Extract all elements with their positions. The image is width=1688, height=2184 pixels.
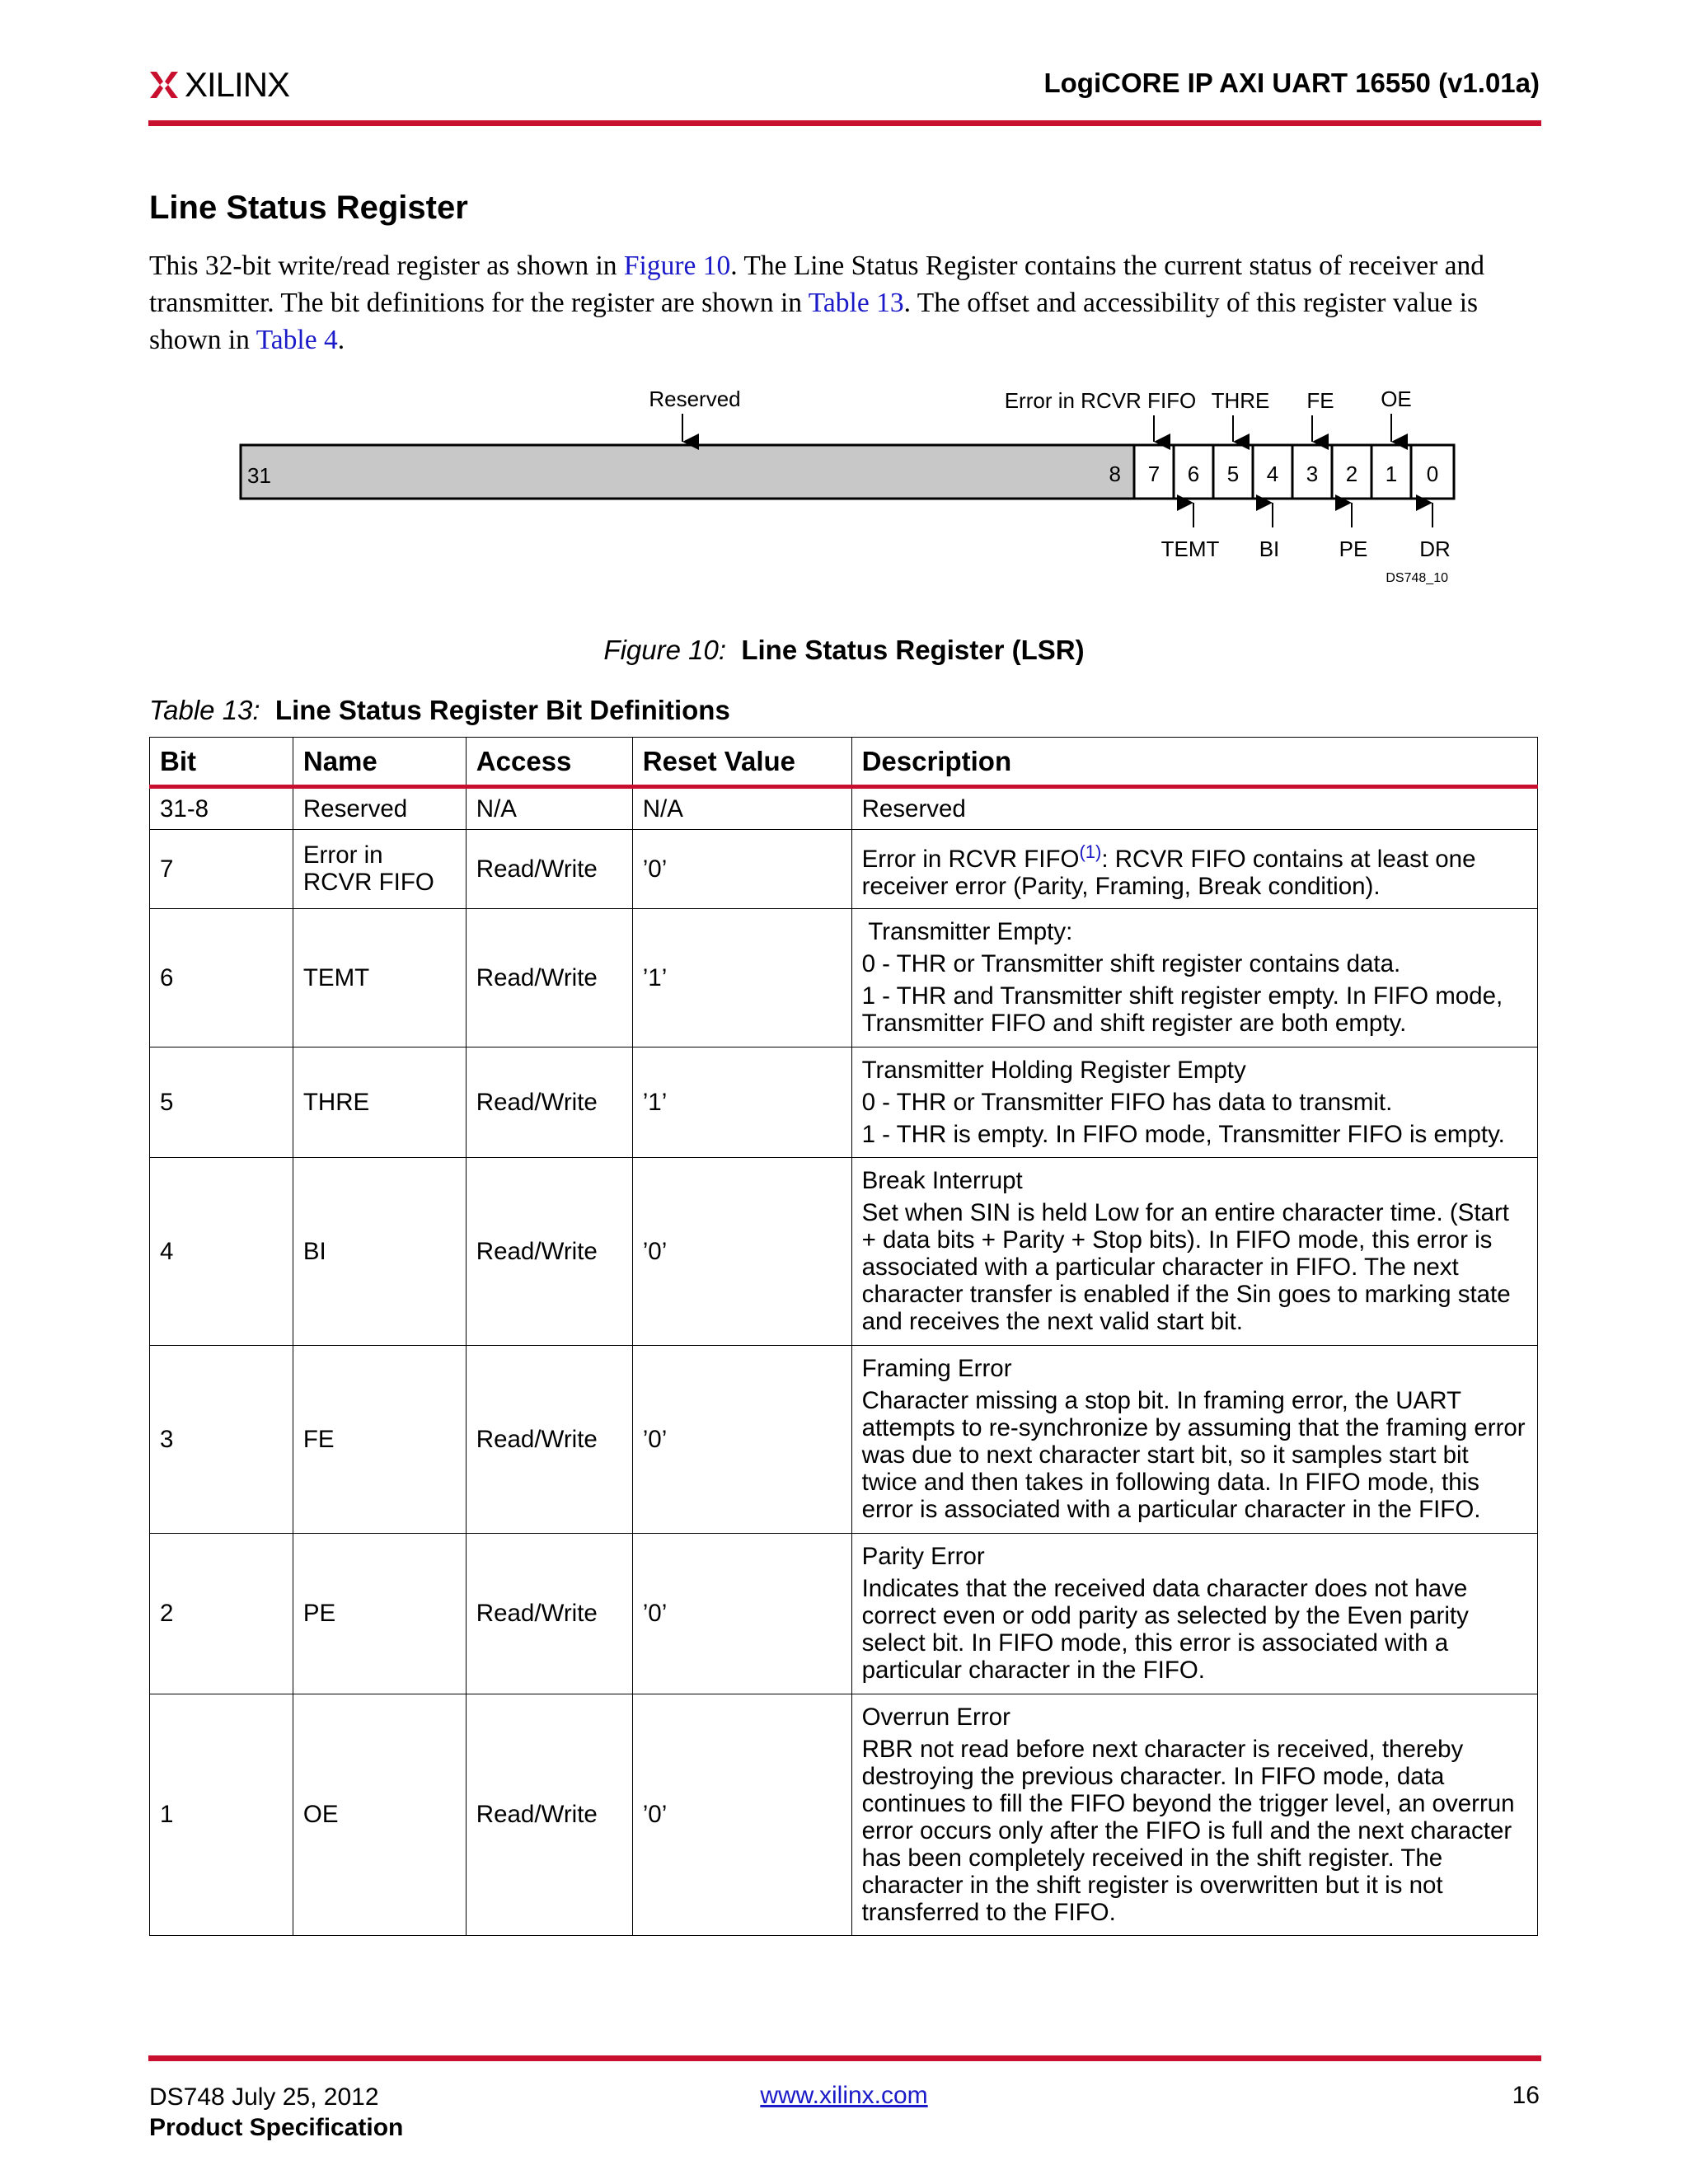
bit-number: 2 [1345, 462, 1358, 486]
cell-bit: 3 [150, 1345, 293, 1533]
bit-number: 5 [1226, 462, 1240, 486]
table-caption-title: Line Status Register Bit Definitions [274, 695, 730, 725]
intro-paragraph [149, 247, 1542, 359]
desc-line: 1 - THR and Transmitter shift register empty. In FIFO mode, Transmitter FIFO and shift register are both empty. [861, 982, 1503, 1038]
cell-name: OE [293, 1694, 466, 1935]
cell-name: FE [293, 1345, 466, 1533]
cell-access: Read/Write [466, 908, 632, 1047]
header-rule [148, 120, 1541, 126]
cell-access: N/A [466, 787, 632, 830]
bit-number: 7 [1147, 462, 1160, 486]
figure-caption-title: Line Status Register (LSR) [741, 635, 1085, 665]
cell-reset: ’0’ [632, 830, 851, 909]
table-header-row [150, 738, 1538, 787]
intro-text: . The offset and accessibility of this register value is shown in [149, 288, 1479, 355]
cell-access: Read/Write [466, 1345, 632, 1533]
page-number: 16 [1512, 2082, 1540, 2109]
cell-name: BI [293, 1157, 466, 1345]
cell-access: Read/Write [466, 1157, 632, 1345]
bit-number: 1 [1385, 462, 1398, 486]
figure-id: DS748_10 [1386, 571, 1448, 585]
xilinx-logo [148, 64, 313, 105]
table-row [150, 1345, 1538, 1533]
cell-access: Read/Write [466, 1694, 632, 1935]
cell-description: Reserved [851, 787, 1537, 830]
reserved-field [241, 445, 1134, 499]
intro-text: . The Line Status Register contains the current status of receiver and transmitter. The bit definitions for the register are shown in [149, 251, 1484, 318]
cell-access: Read/Write [466, 830, 632, 909]
cell-description [851, 1694, 1537, 1935]
table-caption-number: Table 13: [149, 695, 260, 725]
bit-number: 3 [1306, 462, 1319, 486]
bit-number: 6 [1187, 462, 1200, 486]
register-diagram-svg [0, 379, 1688, 593]
desc-heading: Parity Error [861, 1543, 985, 1571]
bit-number: 0 [1426, 462, 1439, 486]
desc-heading: Transmitter Holding Register Empty [861, 1056, 1246, 1084]
website-link[interactable]: www.xilinx.com [760, 2082, 928, 2109]
label-reserved: Reserved [649, 387, 741, 411]
cell-bit: 31-8 [150, 787, 293, 830]
desc-text: : RCVR FIFO contains at least one receiver error (Parity, Framing, Break condition). [861, 845, 1476, 900]
cell-description [851, 1157, 1537, 1345]
cell-bit: 1 [150, 1694, 293, 1935]
xilinx-logo-icon [148, 68, 180, 101]
cell-reset: N/A [632, 787, 851, 830]
desc-heading: Overrun Error [861, 1703, 1010, 1731]
cell-name: Reserved [293, 787, 466, 830]
desc-heading: Transmitter Empty: [861, 918, 1073, 946]
header-bit: Bit [150, 738, 293, 787]
label-fe: FE [1306, 388, 1334, 413]
desc-line: Set when SIN is held Low for an entire character time. (Start + data bits + Parity + Stop bits). In FIFO mode, this error is associated with a particular character in FIFO. The next character transfer is enabled if the Sin goes to marking state and receives the next valid start bit. [861, 1199, 1511, 1336]
bit-number: 4 [1266, 462, 1279, 486]
cell-description [851, 1047, 1537, 1157]
cell-name: THRE [293, 1047, 466, 1157]
table-row [150, 1533, 1538, 1694]
bit-cells [1134, 445, 1454, 499]
reserved-msb-label: 31 [247, 463, 271, 488]
intro-text: . [337, 325, 345, 355]
footnote-1-link[interactable]: (1) [1079, 841, 1102, 862]
table-caption [149, 695, 730, 726]
label-pe: PE [1339, 537, 1368, 561]
cell-reset: ’0’ [632, 1157, 851, 1345]
desc-line: 1 - THR is empty. In FIFO mode, Transmitter FIFO is empty. [861, 1120, 1505, 1148]
reserved-lsb-label: 8 [1109, 462, 1121, 486]
desc-line: 0 - THR or Transmitter shift register contains data. [861, 950, 1401, 978]
table-4-link[interactable]: Table 4 [256, 325, 338, 355]
figure-caption-number: Figure 10: [603, 635, 726, 665]
cell-name: PE [293, 1533, 466, 1694]
section-title: Line Status Register [149, 190, 468, 226]
cell-access: Read/Write [466, 1047, 632, 1157]
document-title: LogiCORE IP AXI UART 16550 (v1.01a) [1043, 68, 1540, 98]
cell-reset: ’1’ [632, 1047, 851, 1157]
header-name: Name [293, 738, 466, 787]
bit-definitions-table [149, 737, 1538, 1936]
table-row [150, 1694, 1538, 1935]
header-reset-value: Reset Value [632, 738, 851, 787]
desc-line: 0 - THR or Transmitter FIFO has data to transmit. [861, 1088, 1393, 1116]
cell-description [851, 1533, 1537, 1694]
desc-line: Indicates that the received data character does not have correct even or odd parity as selected by the Even parity select bit. In FIFO mode, this error is associated with a particular character in the FIFO. [861, 1575, 1469, 1685]
cell-name: TEMT [293, 908, 466, 1047]
footer-rule [148, 2055, 1541, 2061]
label-thre: THRE [1211, 388, 1270, 413]
cell-description [851, 908, 1537, 1047]
desc-text: Error in RCVR FIFO [861, 845, 1080, 873]
label-bi: BI [1259, 537, 1280, 561]
cell-bit: 7 [150, 830, 293, 909]
cell-reset: ’0’ [632, 1345, 851, 1533]
intro-text: This 32-bit write/read register as shown in [149, 251, 624, 281]
table-13-link[interactable]: Table 13 [808, 288, 904, 318]
cell-reset: ’0’ [632, 1533, 851, 1694]
header-description: Description [851, 738, 1537, 787]
table-row [150, 1157, 1538, 1345]
cell-reset: ’1’ [632, 908, 851, 1047]
header-access: Access [466, 738, 632, 787]
table-row [150, 1047, 1538, 1157]
table-row [150, 830, 1538, 909]
footer-doc-id-date: DS748 July 25, 2012 [149, 2083, 379, 2111]
cell-description [851, 830, 1537, 909]
label-temt: TEMT [1160, 537, 1220, 561]
figure-caption [0, 635, 1688, 666]
desc-heading: Break Interrupt [861, 1167, 1023, 1195]
desc-line: RBR not read before next character is received, thereby destroying the previous character. In FIFO mode, data continues to fill the FIFO beyond the trigger level, an overrun error occurs only after the FIFO is full and the next character has been completely received in the shift register. The character in the shift register is overwritten but it is not transferred to the FIFO. [861, 1735, 1515, 1926]
desc-line: Character missing a stop bit. In framing error, the UART attempts to re-synchronize by assuming that the framing error was due to next character start bit, so it samples start bit twice and then takes in following data. In FIFO mode, this error is associated with a particular character in the FIFO. [861, 1387, 1526, 1524]
cell-reset: ’0’ [632, 1694, 851, 1935]
register-diagram [0, 379, 1688, 593]
table-row [150, 908, 1538, 1047]
label-dr: DR [1419, 537, 1451, 561]
footer-doc-type: Product Specification [149, 2114, 404, 2141]
brand-name: XILINX [185, 65, 290, 104]
footer-website [0, 2082, 1688, 2110]
cell-description [851, 1345, 1537, 1533]
cell-bit: 5 [150, 1047, 293, 1157]
label-error-in-rcvr-fifo: Error in RCVR FIFO [1004, 388, 1197, 413]
cell-bit: 4 [150, 1157, 293, 1345]
desc-heading: Framing Error [861, 1355, 1012, 1383]
cell-name: Error in RCVR FIFO [293, 830, 466, 909]
figure-10-link[interactable]: Figure 10 [623, 251, 731, 281]
table-row [150, 787, 1538, 830]
cell-access: Read/Write [466, 1533, 632, 1694]
cell-bit: 2 [150, 1533, 293, 1694]
cell-bit: 6 [150, 908, 293, 1047]
label-oe: OE [1381, 387, 1412, 411]
